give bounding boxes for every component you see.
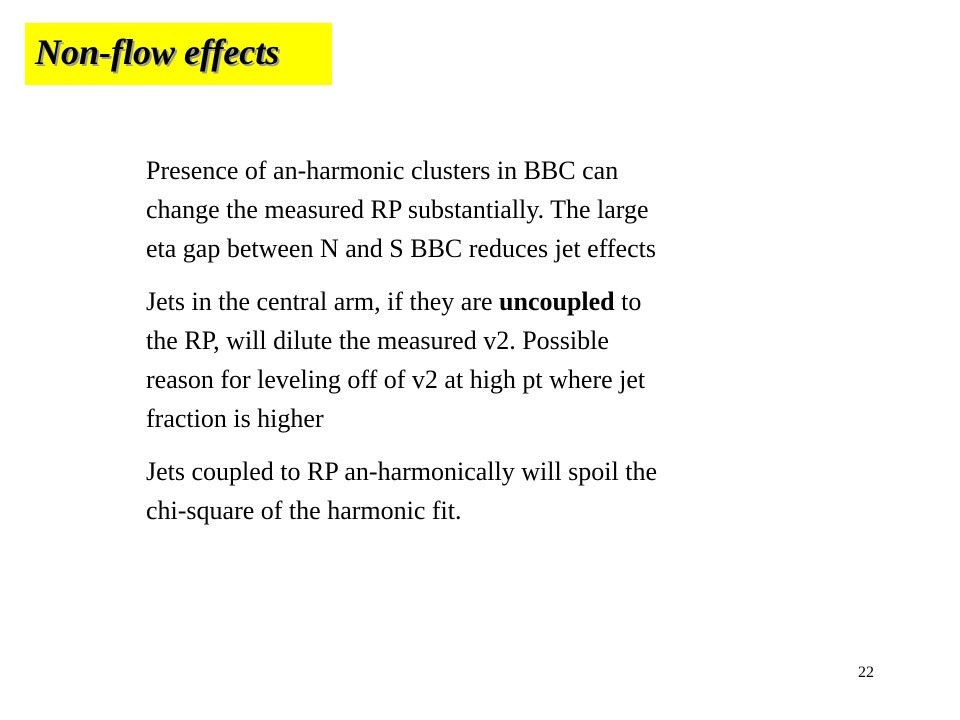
paragraph-line (146, 282, 806, 321)
slide-title: Non-flow effects (35, 32, 280, 72)
text-segment: Jets in the central arm, if they are (146, 287, 500, 316)
page-number: 22 (858, 664, 874, 681)
slide-body (146, 151, 806, 544)
paragraph-line: Presence of an-harmonic clusters in BBC can (146, 156, 619, 185)
paragraph-line: fraction is higher (146, 404, 324, 433)
paragraph-anharmonic-clusters (146, 151, 806, 268)
title-banner (25, 23, 332, 85)
paragraph-line: reason for leveling off of v2 at high pt where jet (146, 365, 646, 394)
paragraph-line: eta gap between N and S BBC reduces jet effects (146, 234, 656, 263)
emphasis-uncoupled: uncoupled (499, 287, 615, 316)
text-segment: to (614, 287, 642, 316)
paragraph-uncoupled-jets (146, 282, 806, 438)
paragraph-line: change the measured RP substantially. The large (146, 195, 649, 224)
paragraph-line: chi-square of the harmonic fit. (146, 496, 462, 525)
paragraph-line: the RP, will dilute the measured v2. Possible (146, 326, 609, 355)
paragraph-line: Jets coupled to RP an-harmonically will spoil the (146, 457, 658, 486)
paragraph-coupled-jets (146, 452, 806, 530)
